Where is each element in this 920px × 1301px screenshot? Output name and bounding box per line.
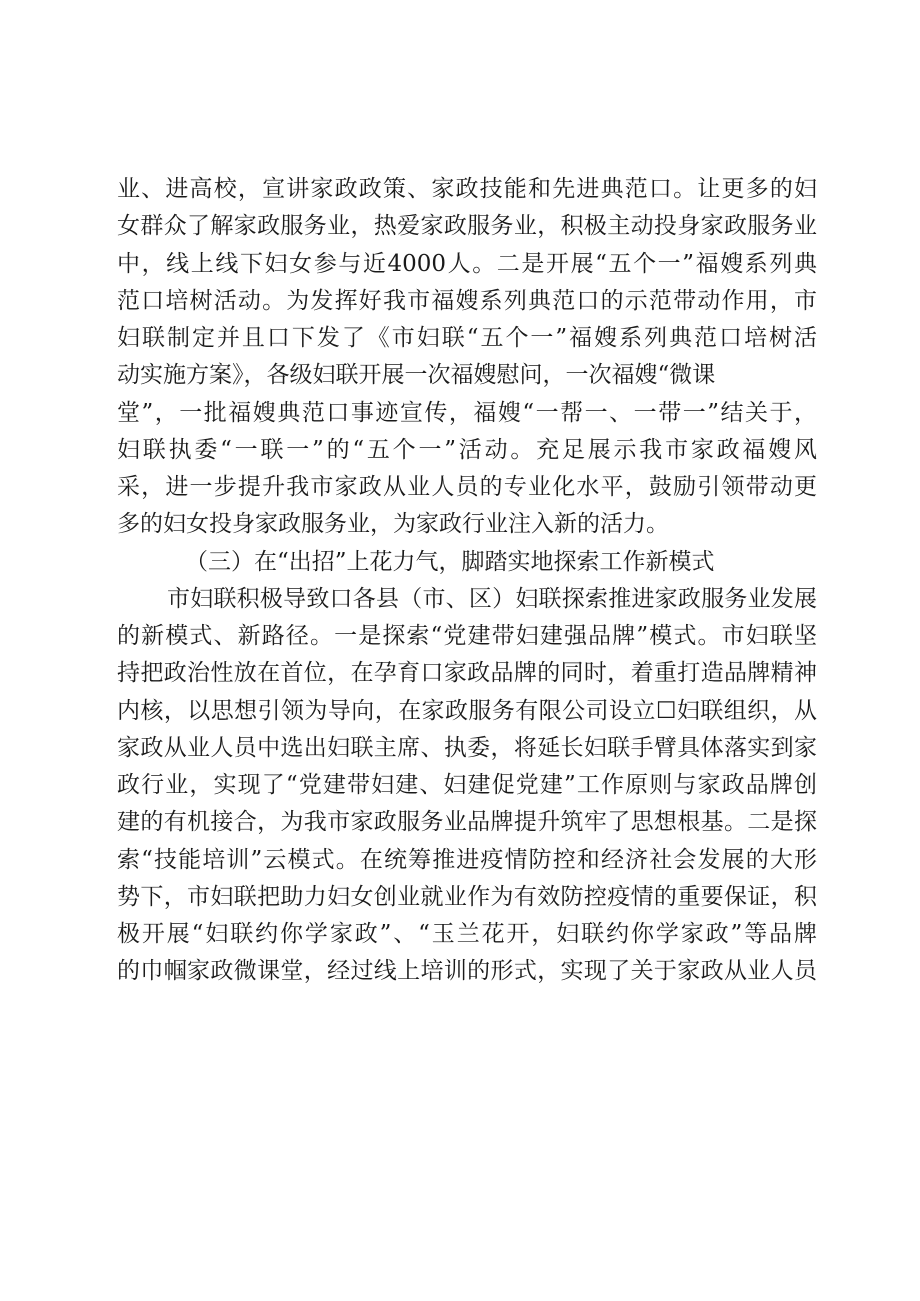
- text-line: 内核，以思想引领为导向，在家政服务有限公司设立☐妇联组织，从: [117, 697, 817, 724]
- text-line: 范口培树活动。为发挥好我市福嫂系列典范口的示范带动作用，市: [117, 287, 817, 314]
- text-line: 中，线上线下妇女参与近4000人。二是开展“五个一”福嫂系列典: [117, 250, 817, 277]
- text-line: 政行业，实现了“党建带妇建、妇建促党建”工作原则与家政品牌创: [117, 772, 817, 798]
- text-line: 女群众了解家政服务业，热爱家政服务业，积极主动投身家政服务业: [117, 213, 817, 240]
- text-line: 妇联执委“一联一”的“五个一”活动。充足展示我市家政福嫂风: [117, 436, 817, 463]
- paragraph-end-line: 多的妇女投身家政服务业，为家政行业注入新的活力。: [117, 511, 669, 538]
- paragraph-first-line: 市妇联积极导致口各县（市、区）妇联探索推进家政服务业发展: [167, 585, 817, 612]
- text-line: 家政从业人员中选出妇联主席、执委，将延长妇联手臂具体落实到家: [117, 734, 817, 761]
- text-line: 妇联制定并且口下发了《市妇联“五个一”福嫂系列典范口培树活: [117, 325, 817, 351]
- text-line: 采，进一步提升我市家政从业人员的专业化水平，鼓励引领带动更: [117, 474, 817, 500]
- text-line: 动实施方案》，各级妇联开展一次福嫂慰问，一次福嫂“微课: [117, 362, 716, 389]
- section-heading: （三）在“出招”上花力气，脚踏实地探索工作新模式: [185, 548, 715, 575]
- text-line: 业、进高校，宣讲家政政策、家政技能和先进典范口。让更多的妇: [117, 176, 817, 202]
- body-text: [117, 171, 817, 991]
- text-line: 的新模式、新路径。一是探索“党建带妇建强品牌”模式。市妇联坚: [117, 623, 817, 649]
- text-line: 的巾帼家政微课堂，经过线上培训的形式，实现了关于家政从业人员: [117, 958, 817, 985]
- text-line: 极开展“妇联约你学家政”、“玉兰花开，妇联约你学家政”等品牌: [117, 921, 817, 947]
- text-line: 堂”，一批福嫂典范口事迹宣传，福嫂“一帮一、一带一”结关于，: [117, 399, 817, 426]
- text-line: 建的有机接合，为我市家政服务业品牌提升筑牢了思想根基。二是探: [117, 809, 817, 836]
- text-line: 势下，市妇联把助力妇女创业就业作为有效防控疫情的重要保证，积: [117, 883, 817, 910]
- text-line: 索“技能培训”云模式。在统筹推进疫情防控和经济社会发展的大形: [117, 846, 817, 873]
- text-line: 持把政治性放在首位，在孕育口家政品牌的同时，着重打造品牌精神: [117, 660, 817, 687]
